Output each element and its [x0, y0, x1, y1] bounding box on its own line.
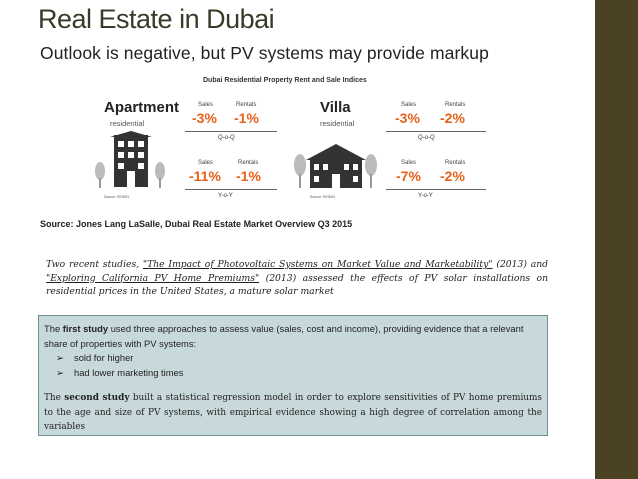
villa-yoy-separator	[386, 189, 486, 190]
decorative-sidebar	[595, 0, 638, 479]
study2-title: "Exploring California PV Home Premiums"	[46, 272, 260, 284]
villa-house-icon	[306, 144, 366, 188]
apt-yoy-sales-value: -11%	[189, 168, 221, 184]
apt-qoq-rentals-value: -1%	[234, 110, 259, 126]
apartment-subtitle: residential	[110, 119, 145, 128]
tree-icon	[154, 162, 166, 188]
study-summary-box	[38, 315, 548, 436]
apartment-building-icon	[110, 131, 152, 187]
tree-icon	[293, 154, 307, 188]
villa-qoq-sales-value: -3%	[395, 110, 420, 126]
villa-source: Source: REIDIN	[310, 195, 335, 199]
tree-icon	[364, 154, 378, 188]
apt-yoy-period: Y-o-Y	[218, 193, 233, 199]
apt-yoy-separator	[185, 189, 277, 190]
apt-qoq-sales-label: Sales	[198, 102, 214, 108]
slide-title: Real Estate in Dubai	[38, 4, 275, 34]
villa-yoy-sales-label: Sales	[401, 160, 417, 166]
second-study-paragraph	[44, 391, 542, 435]
studies-text: (2013) assessed the effects of PV solar installations on residential prices in the United States, a mature solar market	[46, 272, 548, 297]
apt-source: Source: REIDIN	[104, 195, 129, 199]
apt-yoy-rentals-value: -1%	[236, 168, 261, 184]
bullet-text: sold for higher	[74, 352, 134, 363]
apt-qoq-rentals-label: Rentals	[236, 102, 257, 108]
dubai-indices-infographic	[88, 74, 500, 210]
villa-subtitle: residential	[320, 119, 355, 128]
studies-text: Two recent studies,	[46, 259, 143, 270]
villa-yoy-rentals-label: Rentals	[445, 160, 466, 166]
studies-paragraph	[46, 258, 548, 299]
apt-qoq-sales-value: -3%	[192, 110, 217, 126]
para-text: The	[44, 393, 65, 403]
first-study-label: first study	[62, 323, 109, 334]
apartment-title: Apartment	[104, 99, 180, 116]
apt-qoq-separator	[185, 131, 277, 132]
source-citation: Source: Jones Lang LaSalle, Dubai Real Estate Market Overview Q3 2015	[40, 219, 353, 229]
slide-subtitle: Outlook is negative, but PV systems may provide markup	[40, 43, 489, 63]
bullet-text: had lower marketing times	[74, 366, 184, 378]
studies-text: (2013) and	[492, 259, 549, 270]
tree-icon	[94, 162, 106, 188]
para-text: The	[44, 323, 63, 334]
villa-qoq-separator	[386, 131, 486, 132]
para-text: used three approaches to assess value (sales, cost and income), providing evidence that a relevant share of properties with PV systems:	[44, 323, 524, 349]
villa-qoq-sales-label: Sales	[401, 102, 417, 108]
villa-title: Villa	[320, 99, 351, 116]
second-study-label: second study	[64, 393, 130, 403]
apt-yoy-sales-label: Sales	[198, 160, 214, 166]
villa-yoy-sales-value: -7%	[396, 168, 421, 184]
villa-yoy-rentals-value: -2%	[440, 168, 465, 184]
apt-qoq-period: Q-o-Q	[218, 135, 235, 141]
villa-qoq-period: Q-o-Q	[418, 135, 435, 141]
study1-title: "The Impact of Photovoltaic Systems on Market Value and Marketability"	[142, 259, 493, 270]
para-text: built a statistical regression model in order to explore sensitivities of PV home premiums to the age and size of PV systems, with empirical evidence showing a high degree of correlation among the variables	[44, 393, 542, 432]
first-study-paragraph	[44, 322, 542, 351]
bullet-item	[56, 366, 542, 381]
villa-qoq-rentals-label: Rentals	[445, 102, 466, 108]
infographic-header: Dubai Residential Property Rent and Sale Indices	[203, 77, 367, 84]
apt-yoy-rentals-label: Rentals	[238, 160, 259, 166]
arrow-bullet-icon: ➢	[56, 366, 64, 378]
arrow-bullet-icon: ➢	[56, 352, 64, 363]
villa-yoy-period: Y-o-Y	[418, 193, 433, 199]
villa-qoq-rentals-value: -2%	[440, 110, 465, 126]
bullet-item	[56, 351, 542, 366]
